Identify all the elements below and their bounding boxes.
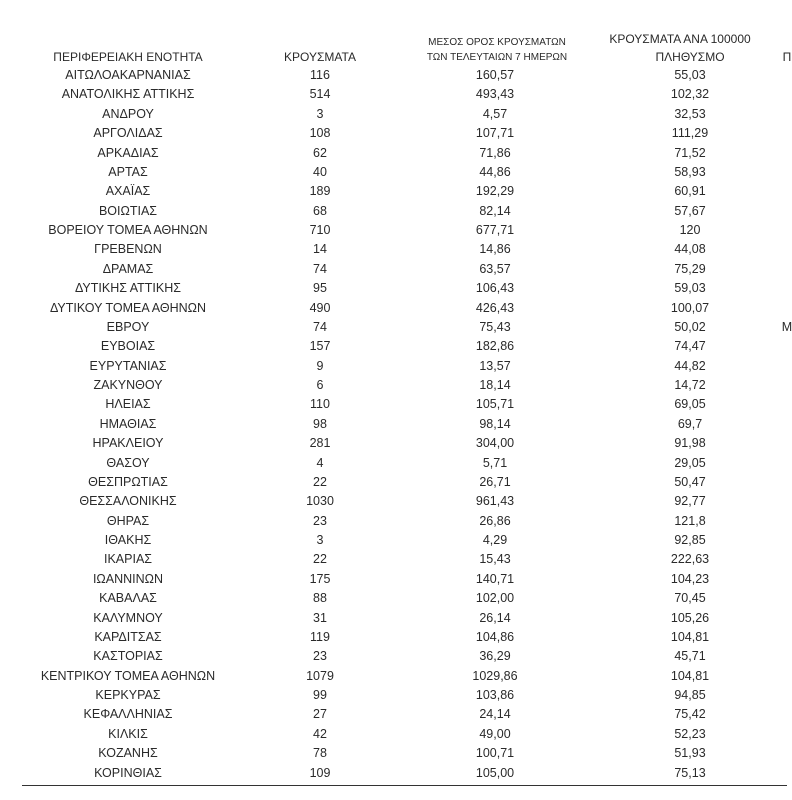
table-row	[0, 492, 787, 511]
cases: 22	[313, 474, 327, 489]
avg-7-days: 15,43	[479, 552, 511, 567]
cases: 4	[316, 455, 324, 470]
table-row	[0, 144, 787, 163]
cases: 1079	[306, 668, 334, 683]
cases: 74	[313, 261, 327, 276]
region-name: ΑΙΤΩΛΟΑΚΑΡΝΑΝΙΑΣ	[65, 68, 191, 82]
table-row	[0, 434, 787, 453]
region-name: ΚΕΝΤΡΙΚΟΥ ΤΟΜΕΑ ΑΘΗΝΩΝ	[40, 668, 216, 683]
cases-per-100k: 70,45	[674, 591, 706, 606]
avg-7-days: 105,00	[475, 765, 515, 780]
header-cases: ΚΡΟΥΣΜΑΤΑ	[284, 50, 356, 64]
cases: 116	[310, 68, 330, 82]
region-name: ΗΡΑΚΛΕΙΟΥ	[92, 436, 164, 451]
avg-7-days: 107,71	[475, 126, 515, 141]
avg-7-days: 36,29	[479, 649, 511, 664]
region-name: ΕΒΡΟΥ	[106, 319, 150, 334]
region-name: ΖΑΚΥΝΘΟΥ	[93, 378, 163, 392]
cases-per-100k: 91,98	[674, 436, 706, 451]
table-row	[0, 202, 787, 221]
cases-per-100k: 94,85	[674, 688, 706, 702]
cases: 23	[313, 513, 327, 528]
table-row	[0, 454, 787, 473]
avg-7-days: 103,86	[475, 688, 515, 702]
cases-per-100k: 105,26	[670, 610, 710, 625]
cases-per-100k: 57,67	[674, 203, 706, 218]
cases-per-100k: 59,03	[674, 281, 706, 296]
avg-7-days: 140,71	[475, 571, 515, 586]
cases-per-100k: 44,82	[674, 358, 706, 373]
cutoff-value: Μ	[781, 319, 792, 334]
region-name: ΚΑΒΑΛΑΣ	[99, 591, 157, 606]
cases-per-100k: 75,13	[674, 765, 706, 780]
cases: 27	[313, 707, 327, 722]
region-name: ΗΜΑΘΙΑΣ	[99, 416, 157, 431]
cases: 710	[309, 223, 331, 237]
table-row	[0, 337, 787, 356]
table-row	[0, 589, 787, 608]
table-row	[0, 473, 787, 492]
table-row	[0, 512, 787, 531]
cases-per-100k: 14,72	[674, 378, 706, 392]
table-row	[0, 764, 787, 783]
header-cutoff: Π	[782, 50, 792, 64]
cases: 3	[316, 533, 324, 547]
region-name: ΚΕΡΚΥΡΑΣ	[95, 688, 161, 702]
cases-per-100k: 100,07	[670, 300, 710, 315]
avg-7-days: 24,14	[479, 707, 511, 722]
cases-per-100k: 121,8	[674, 513, 706, 528]
cases: 99	[313, 688, 327, 702]
data-table	[0, 66, 792, 783]
cases: 109	[309, 765, 331, 780]
avg-7-days: 677,71	[475, 223, 515, 237]
cases: 88	[313, 591, 327, 606]
cases-per-100k: 58,93	[674, 164, 706, 179]
table-row	[0, 105, 787, 124]
table-row	[0, 318, 792, 337]
region-name: ΙΘΑΚΗΣ	[104, 533, 152, 547]
cases-per-100k: 29,05	[674, 455, 706, 470]
avg-7-days: 44,86	[479, 164, 511, 179]
cases-per-100k: 120	[679, 223, 701, 237]
table-row	[0, 376, 787, 395]
avg-7-days: 1029,86	[472, 668, 518, 683]
cases: 9	[316, 358, 324, 373]
cases: 490	[309, 300, 331, 315]
table-row	[0, 744, 787, 763]
avg-7-days: 5,71	[482, 455, 508, 470]
region-name: ΚΟΡΙΝΘΙΑΣ	[94, 765, 162, 780]
avg-7-days: 961,43	[475, 494, 515, 509]
cases: 189	[309, 184, 331, 199]
table-row	[0, 182, 787, 201]
region-name: ΑΡΓΟΛΙΔΑΣ	[93, 126, 163, 141]
region-name: ΘΕΣΠΡΩΤΙΑΣ	[88, 474, 168, 489]
cases-per-100k: 71,52	[674, 145, 706, 160]
cases-per-100k: 111,29	[671, 126, 709, 141]
table-row	[0, 686, 787, 705]
region-name: ΕΥΡΥΤΑΝΙΑΣ	[89, 358, 167, 373]
cases: 281	[309, 436, 331, 451]
cases-per-100k: 92,85	[674, 533, 706, 547]
cases: 3	[316, 106, 324, 121]
region-name: ΕΥΒΟΙΑΣ	[100, 339, 156, 354]
avg-7-days: 160,57	[475, 68, 515, 82]
avg-7-days: 4,29	[482, 533, 508, 547]
cases-per-100k: 44,08	[674, 242, 706, 257]
avg-7-days: 49,00	[479, 726, 511, 741]
cases: 23	[313, 649, 327, 664]
cases: 175	[309, 571, 331, 586]
cases: 74	[313, 319, 327, 334]
region-name: ΑΡΚΑΔΙΑΣ	[97, 145, 159, 160]
avg-7-days: 182,86	[475, 339, 515, 354]
region-name: ΚΟΖΑΝΗΣ	[98, 746, 158, 761]
table-row	[0, 705, 787, 724]
region-name: ΑΡΤΑΣ	[108, 164, 148, 179]
cases: 95	[313, 281, 327, 296]
cases-per-100k: 104,81	[670, 629, 710, 644]
cases-per-100k: 32,53	[674, 106, 706, 121]
header-per100k-line1: ΚΡΟΥΣΜΑΤΑ ΑΝΑ 100000	[609, 32, 751, 46]
avg-7-days: 426,43	[475, 300, 515, 315]
region-name: ΘΗΡΑΣ	[106, 513, 150, 528]
table-row	[0, 609, 787, 628]
cases-per-100k: 104,81	[670, 668, 710, 683]
region-name: ΑΝΑΤΟΛΙΚΗΣ ΑΤΤΙΚΗΣ	[61, 87, 195, 102]
region-name: ΑΧΑΪΑΣ	[105, 184, 151, 199]
table-row	[0, 279, 787, 298]
table-row	[0, 550, 787, 569]
cases-per-100k: 50,02	[674, 319, 706, 334]
cases: 40	[313, 164, 327, 179]
cases: 31	[313, 610, 327, 625]
region-name: ΚΑΡΔΙΤΣΑΣ	[94, 629, 162, 644]
avg-7-days: 82,14	[479, 203, 511, 218]
avg-7-days: 493,43	[475, 87, 515, 102]
cases: 514	[309, 87, 331, 102]
table-row	[0, 260, 787, 279]
avg-7-days: 102,00	[475, 591, 515, 606]
region-name: ΒΟΙΩΤΙΑΣ	[98, 203, 158, 218]
table-row	[0, 221, 787, 240]
cases: 78	[313, 746, 327, 761]
header-avg-line2: ΤΩΝ ΤΕΛΕΥΤΑΙΩΝ 7 ΗΜΕΡΩΝ	[426, 52, 568, 63]
avg-7-days: 304,00	[475, 436, 515, 451]
region-name: ΒΟΡΕΙΟΥ ΤΟΜΕΑ ΑΘΗΝΩΝ	[48, 223, 208, 237]
table-row	[0, 66, 787, 85]
table-row	[0, 725, 787, 744]
header-region: ΠΕΡΙΦΕΡΕΙΑΚΗ ΕΝΟΤΗΤΑ	[53, 50, 203, 64]
cases-per-100k: 51,93	[674, 746, 706, 761]
avg-7-days: 26,14	[479, 610, 511, 625]
avg-7-days: 192,29	[475, 184, 515, 199]
cases: 1030	[306, 494, 334, 509]
cases-per-100k: 69,7	[677, 416, 703, 431]
table-row	[0, 647, 787, 666]
cases-per-100k: 75,42	[674, 707, 706, 722]
avg-7-days: 98,14	[479, 416, 511, 431]
table-row	[0, 240, 787, 259]
table-row	[0, 570, 787, 589]
region-name: ΙΚΑΡΙΑΣ	[103, 552, 153, 567]
cases: 22	[313, 552, 327, 567]
cases: 62	[313, 145, 327, 160]
table-row	[0, 163, 787, 182]
avg-7-days: 4,57	[482, 106, 508, 121]
cases-per-100k: 45,71	[674, 649, 706, 664]
region-name: ΓΡΕΒΕΝΩΝ	[94, 242, 162, 257]
cases-per-100k: 69,05	[674, 397, 706, 412]
cases-per-100k: 92,77	[674, 494, 706, 509]
table-row	[0, 124, 787, 143]
cases: 68	[313, 203, 327, 218]
cases-per-100k: 60,91	[674, 184, 706, 199]
cases-per-100k: 102,32	[670, 87, 710, 102]
cases-per-100k: 55,03	[674, 68, 706, 82]
cases-per-100k: 222,63	[670, 552, 710, 567]
cases-per-100k: 74,47	[674, 339, 706, 354]
avg-7-days: 18,14	[479, 378, 511, 392]
cases-per-100k: 104,23	[670, 571, 710, 586]
cases: 98	[313, 416, 327, 431]
avg-7-days: 26,71	[479, 474, 511, 489]
cases-per-100k: 52,23	[674, 726, 706, 741]
avg-7-days: 71,86	[479, 145, 511, 160]
avg-7-days: 75,43	[479, 319, 511, 334]
cases: 110	[310, 397, 330, 412]
cases: 157	[309, 339, 331, 354]
table-row	[0, 667, 787, 686]
table-row	[0, 628, 787, 647]
avg-7-days: 105,71	[475, 397, 515, 412]
avg-7-days: 100,71	[475, 746, 515, 761]
region-name: ΙΩΑΝΝΙΝΩΝ	[92, 571, 164, 586]
avg-7-days: 14,86	[479, 242, 511, 257]
region-name: ΚΑΛΥΜΝΟΥ	[93, 610, 163, 625]
table-row	[0, 357, 787, 376]
avg-7-days: 63,57	[479, 261, 511, 276]
avg-7-days: 26,86	[479, 513, 511, 528]
region-name: ΔΡΑΜΑΣ	[102, 261, 154, 276]
region-name: ΔΥΤΙΚΗΣ ΑΤΤΙΚΗΣ	[75, 281, 181, 296]
table-row	[0, 415, 787, 434]
header-per100k-line2: ΠΛΗΘΥΣΜΟ	[655, 50, 725, 64]
avg-7-days: 104,86	[475, 629, 515, 644]
cases: 14	[313, 242, 327, 257]
region-name: ΘΕΣΣΑΛΟΝΙΚΗΣ	[79, 494, 177, 509]
cases-per-100k: 50,47	[674, 474, 706, 489]
region-name: ΔΥΤΙΚΟΥ ΤΟΜΕΑ ΑΘΗΝΩΝ	[49, 300, 207, 315]
table-row	[0, 299, 787, 318]
region-name: ΘΑΣΟΥ	[106, 455, 150, 470]
cases: 6	[316, 378, 324, 392]
region-name: ΚΙΛΚΙΣ	[108, 726, 148, 741]
table-row	[0, 531, 787, 550]
region-name: ΑΝΔΡΟΥ	[102, 106, 154, 121]
cases: 119	[310, 629, 330, 644]
region-name: ΚΑΣΤΟΡΙΑΣ	[93, 649, 163, 664]
cases-per-100k: 75,29	[674, 261, 706, 276]
region-name: ΚΕΦΑΛΛΗΝΙΑΣ	[83, 707, 173, 722]
table-bottom-border	[22, 785, 787, 786]
cases: 42	[313, 726, 327, 741]
cases: 108	[309, 126, 331, 141]
avg-7-days: 13,57	[479, 358, 511, 373]
table-row	[0, 395, 787, 414]
header-avg-line1: ΜΕΣΟΣ ΟΡΟΣ ΚΡΟΥΣΜΑΤΩΝ	[428, 37, 566, 48]
table-row	[0, 85, 787, 104]
avg-7-days: 106,43	[475, 281, 515, 296]
region-name: ΗΛΕΙΑΣ	[105, 397, 151, 412]
